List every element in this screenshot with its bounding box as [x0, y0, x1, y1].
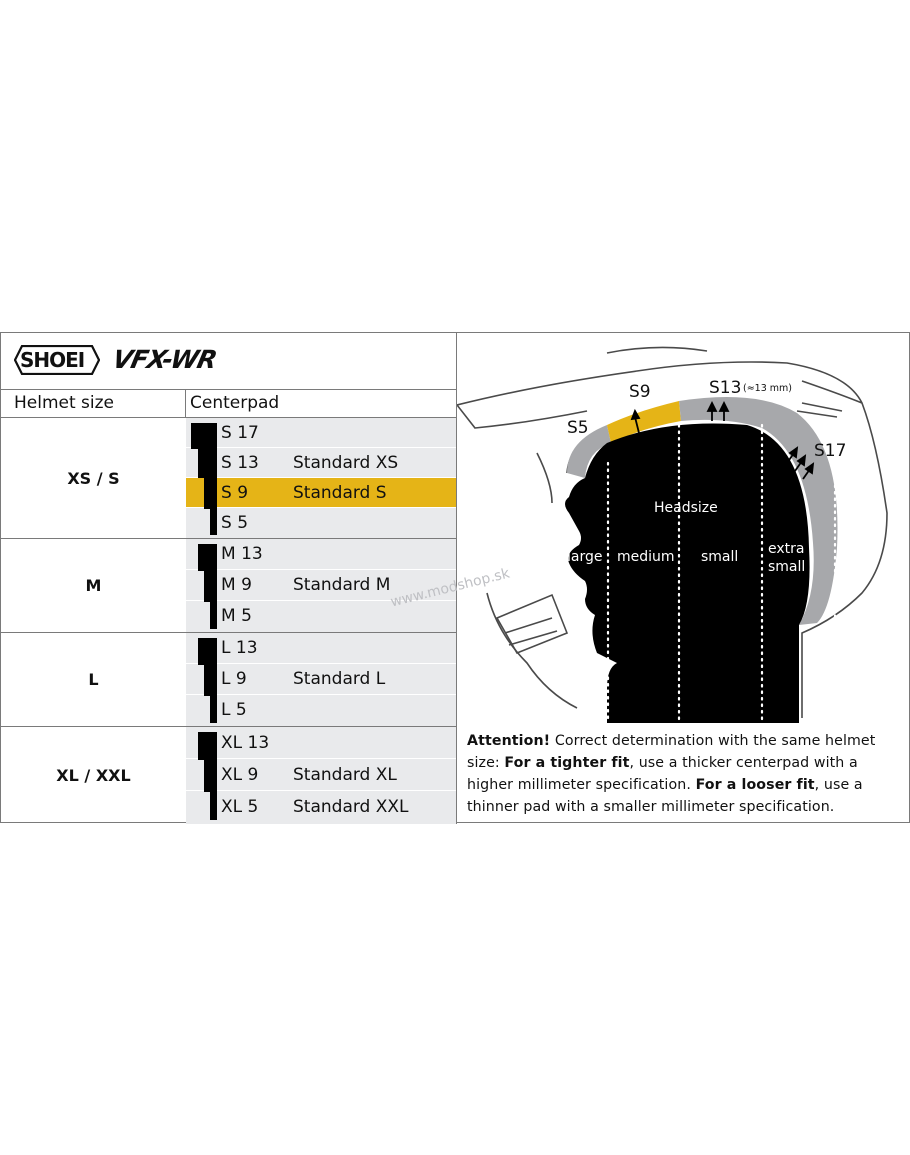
- pad-thickness-block: [204, 664, 217, 696]
- pad-name: XL 9: [221, 764, 259, 785]
- centerpad-row: [186, 759, 456, 791]
- watermark: www.modshop.sk: [389, 565, 512, 611]
- pad-thickness-block: [204, 478, 217, 509]
- pad-standard: Standard L: [293, 669, 386, 689]
- size-table: [1, 418, 456, 824]
- label-s13: S13: [709, 378, 742, 398]
- pad-standard: Standard XL: [293, 764, 397, 785]
- size-group: [1, 539, 456, 633]
- pad-name: S 13: [221, 452, 259, 473]
- model-name: VFX-WR: [109, 345, 219, 374]
- centerpad-row: [186, 448, 456, 478]
- header-helmet-size: Helmet size: [1, 389, 186, 418]
- size-group: [1, 633, 456, 727]
- centerpad-list: [186, 539, 456, 632]
- pad-thickness-block: [204, 759, 217, 792]
- size-group: [1, 727, 456, 824]
- header-centerpad: Centerpad: [186, 389, 456, 418]
- centerpad-row: [186, 539, 456, 570]
- pad-name: M 5: [221, 606, 252, 626]
- zone-small: small: [701, 549, 739, 565]
- label-headsize: Headsize: [654, 500, 718, 516]
- pad-thickness-block: [198, 732, 217, 760]
- centerpad-list: [186, 633, 456, 726]
- helmet-size-label: M: [1, 539, 187, 632]
- pad-thickness-block: [210, 695, 217, 723]
- centerpad-row: [186, 664, 456, 695]
- centerpad-row: [186, 633, 456, 664]
- pad-thickness-block: [198, 544, 217, 571]
- pad-standard: Standard M: [293, 575, 391, 595]
- pad-thickness-block: [204, 570, 217, 602]
- helmet-size-label: L: [1, 633, 187, 726]
- pad-thickness-block: [210, 508, 217, 535]
- centerpad-list: [186, 418, 456, 538]
- label-s9: S9: [629, 382, 651, 402]
- pad-name: S 9: [221, 482, 249, 503]
- pad-name: S 5: [221, 512, 249, 533]
- pad-thickness-block: [210, 601, 217, 629]
- centerpad-row: [186, 791, 456, 823]
- pad-name: L 13: [221, 638, 258, 658]
- note-attention: Attention!: [467, 733, 551, 749]
- pad-standard: Standard S: [293, 482, 387, 503]
- head-diagram: [457, 333, 909, 723]
- pad-thickness-block: [191, 423, 217, 449]
- centerpad-row: [186, 478, 456, 508]
- pad-thickness-block: [198, 638, 217, 665]
- helmet-size-label: XS / S: [1, 418, 187, 538]
- pad-name: L 5: [221, 700, 247, 720]
- centerpad-row: [186, 695, 456, 726]
- size-chart: [0, 332, 910, 823]
- label-s5: S5: [567, 418, 589, 438]
- pad-name: L 9: [221, 669, 247, 689]
- pad-name: M 9: [221, 575, 252, 595]
- zone-large: large: [567, 549, 603, 565]
- pad-name: S 17: [221, 422, 259, 443]
- centerpad-row: [186, 418, 456, 448]
- note-tighter: For a tighter fit: [504, 755, 630, 771]
- label-s13-note: (≈13 mm): [743, 383, 792, 394]
- note-text-2: , use a thicker centerpad with a higher millimeter specification.: [467, 755, 858, 793]
- pad-thickness-block: [210, 791, 217, 820]
- zone-medium: medium: [617, 549, 675, 565]
- attention-note: [467, 730, 903, 818]
- pad-name: XL 13: [221, 732, 270, 753]
- helmet-size-label: XL / XXL: [1, 727, 187, 824]
- label-s17: S17: [814, 441, 847, 461]
- zone-extra-small: small: [768, 559, 806, 575]
- note-text-1: Correct determination with the same helmet size:: [467, 733, 876, 771]
- pad-thickness-block: [198, 448, 217, 479]
- centerpad-list: [186, 727, 456, 824]
- zone-extra: extra: [768, 541, 805, 557]
- note-text-3: , use a thinner pad with a smaller millimeter specification.: [467, 777, 863, 815]
- pad-standard: Standard XS: [293, 452, 399, 473]
- centerpad-row: [186, 727, 456, 759]
- centerpad-row: [186, 508, 456, 538]
- pad-name: M 13: [221, 544, 263, 564]
- centerpad-row: [186, 601, 456, 632]
- shoei-logo-text: SHOEI: [20, 348, 85, 372]
- pad-name: XL 5: [221, 796, 259, 817]
- brand-header: [1, 333, 456, 390]
- note-looser: For a looser fit: [695, 777, 815, 793]
- pad-standard: Standard XXL: [293, 796, 409, 817]
- size-group: [1, 418, 456, 539]
